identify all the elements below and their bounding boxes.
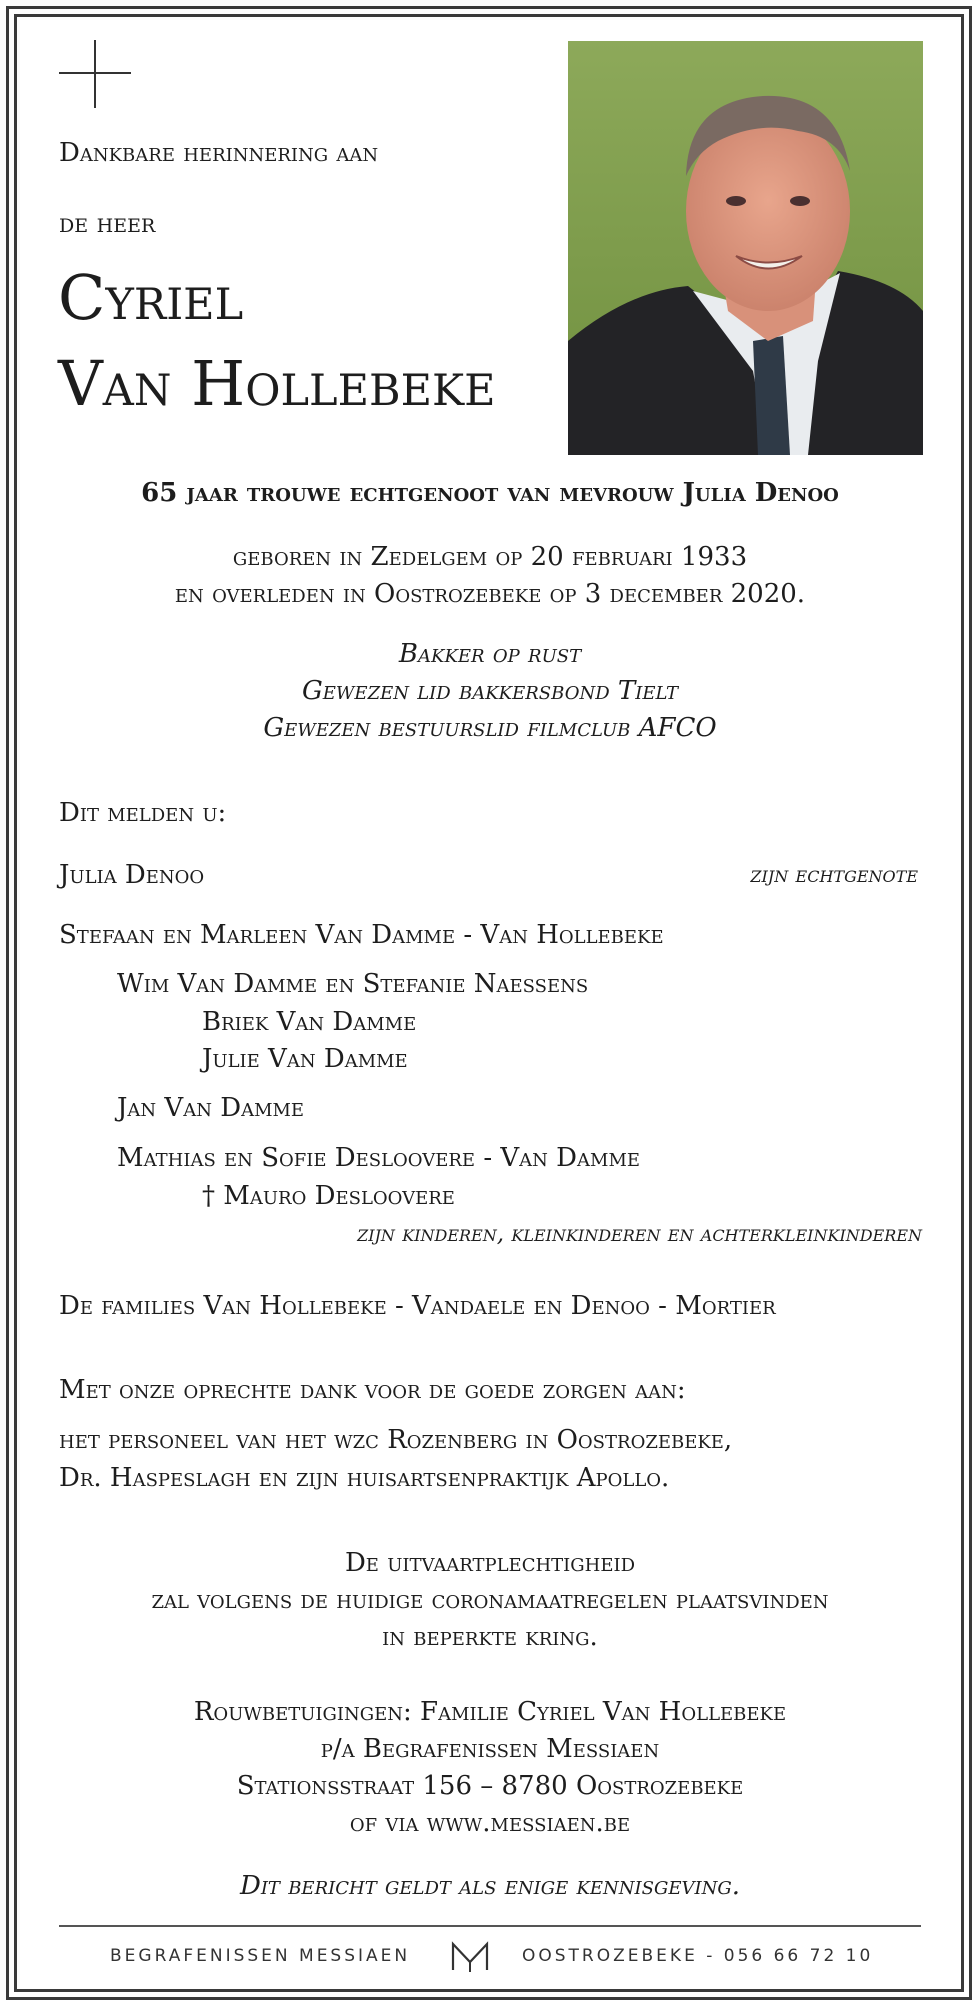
great-grandchild-1: Briek Van Damme — [202, 1007, 417, 1037]
deceased-last-name: Van Hollebeke — [58, 347, 496, 420]
intro-text: Dankbare herinnering aan — [59, 138, 379, 168]
marriage-line: 65 jaar trouwe echtgenoot van mevrouw Julia Denoo — [141, 478, 839, 508]
portrait-photo — [568, 41, 923, 455]
condolences-line-1: Rouwbetuigingen: Familie Cyriel Van Hollebeke — [193, 1697, 787, 1727]
role-3: Gewezen bestuurslid filmclub AFCO — [263, 713, 717, 743]
footer-contact: OOSTROZEBEKE - 056 66 72 10 — [522, 1946, 874, 1966]
role-2: Gewezen lid bakkersbond Tielt — [302, 676, 678, 706]
footer-divider — [59, 1925, 921, 1927]
notice-line: Dit bericht geldt als enige kennisgeving. — [239, 1871, 741, 1901]
children-line: Stefaan en Marleen Van Damme - Van Hollebeke — [59, 920, 664, 950]
deceased-first-name: Cyriel — [58, 261, 244, 334]
spouse-relation: zijn echtgenote — [750, 862, 918, 888]
great-grandchild-2: Julie Van Damme — [202, 1044, 408, 1074]
messiaen-logo-icon — [450, 1940, 490, 1978]
grandchild-3: Mathias en Sofie Desloovere - Van Damme — [117, 1143, 641, 1173]
condolences-line-2: p/a Begrafenissen Messiaen — [320, 1734, 660, 1764]
grandchild-1: Wim Van Damme en Stefanie Naessens — [117, 969, 589, 999]
great-grandchild-3: † Mauro Desloovere — [202, 1181, 455, 1211]
spouse-name: Julia Denoo — [59, 860, 205, 890]
ceremony-line-2: zal volgens de huidige coronamaatregelen plaatsvinden — [151, 1585, 829, 1615]
family-relation: zijn kinderen, kleinkinderen en achterkleinkinderen — [357, 1221, 922, 1247]
death-line: en overleden in Oostrozebeke op 3 december 2020. — [174, 579, 806, 609]
families-line: De families Van Hollebeke - Vandaele en Denoo - Mortier — [59, 1291, 776, 1321]
birth-line: geboren in Zedelgem op 20 februari 1933 — [232, 542, 748, 572]
condolences-line-4: of via www.messiaen.be — [349, 1808, 631, 1838]
condolences-line-3: Stationsstraat 156 – 8780 Oostrozebeke — [236, 1771, 744, 1801]
grandchild-2: Jan Van Damme — [117, 1093, 305, 1123]
role-1: Bakker op rust — [398, 639, 582, 669]
ceremony-line-3: in beperkte kring. — [382, 1622, 598, 1652]
ceremony-line-1: De uitvaartplechtigheid — [344, 1548, 636, 1578]
thanks-line-2: Dr. Haspeslagh en zijn huisartsenpraktijk Apollo. — [59, 1463, 670, 1493]
thanks-line-1: het personeel van het wzc Rozenberg in Oostrozebeke, — [59, 1425, 733, 1455]
thanks-intro: Met onze oprechte dank voor de goede zorgen aan: — [59, 1375, 686, 1405]
announce-intro: Dit melden u: — [59, 798, 227, 828]
salutation: de heer — [59, 208, 156, 239]
footer-company: BEGRAFENISSEN MESSIAEN — [110, 1946, 411, 1966]
